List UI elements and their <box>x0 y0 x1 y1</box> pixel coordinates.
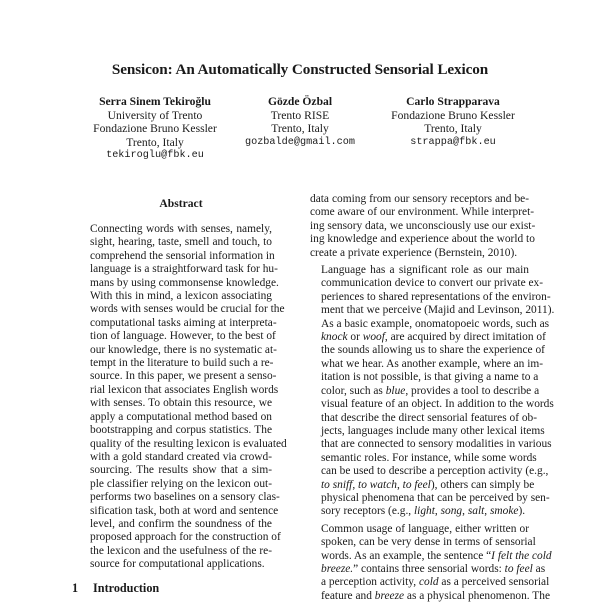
text-line: tempt in the literature to build such a re- <box>90 357 274 370</box>
author-affiliation: Trento, Italy <box>271 122 329 136</box>
author-affiliation: Trento, Italy <box>126 135 184 149</box>
text-line: source. In this paper, we present a senso- <box>90 370 277 383</box>
text-line: color, such as blue, provides a tool to describe a <box>321 384 540 397</box>
section-heading-introduction <box>72 581 159 596</box>
author-affiliation: Trento RISE <box>270 108 330 122</box>
text-line: physical phenomena that can be perceived by sen- <box>321 491 550 504</box>
text-line: with a gold standard created via crowd- <box>90 450 272 463</box>
text-line: sight, hearing, taste, smell and touch, to <box>90 236 272 249</box>
text-line: performs two baselines on a sensory clas- <box>90 491 280 504</box>
text-line: sory receptors (e.g., light, song, salt, smoke). <box>321 505 526 518</box>
text-line: words. As an example, the sentence “I felt the cold <box>321 549 552 562</box>
text-line: tion of language. However, to the best of <box>90 330 276 343</box>
text-line: Connecting words with senses, namely, <box>90 223 272 235</box>
text-line: Common usage of language, either written or <box>321 522 529 535</box>
author-block-2 <box>220 95 380 149</box>
text-line: feature and breeze as a physical phenomenon. The <box>321 589 551 602</box>
abstract-body <box>90 223 287 572</box>
section-number: 1 <box>72 581 79 595</box>
abstract-heading: Abstract <box>159 197 203 210</box>
abstract-paragraph <box>90 223 287 572</box>
author-name: Serra Sinem Tekiroğlu <box>99 95 211 108</box>
text-line: what we hear. As another example, where an im- <box>321 357 544 370</box>
text-line: with senses. To obtain this resource, we <box>90 397 272 410</box>
text-line: visual feature of an object. In addition to the words <box>321 398 554 411</box>
text-line: communication device to convert our private ex- <box>321 277 544 290</box>
author-email: gozbalde@gmail.com <box>244 136 356 148</box>
text-line: rial lexicon that associates English words <box>90 383 279 396</box>
text-line: apply a computational method based on <box>90 410 272 423</box>
author-affiliation: University of Trento <box>107 108 203 122</box>
text-line: sourcing. The results show that a sim- <box>90 464 272 477</box>
paper-title: Sensicon: An Automatically Constructed Sensorial Lexicon <box>111 61 489 78</box>
text-line: With this in mind, a lexicon associating <box>90 290 272 303</box>
text-line: jects, languages include many other lexical items <box>321 424 545 437</box>
text-line: spoken, can be very dense in terms of sensorial <box>321 536 536 549</box>
text-line: can be used to describe a perception activity (e.g., <box>321 465 549 478</box>
body-paragraph-2 <box>310 264 555 519</box>
text-line: a perception activity, cold as a perceived sensorial <box>321 576 550 589</box>
author-name: Gözde Özbal <box>267 95 333 108</box>
author-email: strappa@fbk.eu <box>410 136 496 148</box>
author-name: Carlo Strapparava <box>406 95 500 108</box>
text-line: computational tasks aiming at interpreta- <box>90 316 277 329</box>
text-line: to sniff, to watch, to feel), others can simply be <box>321 478 535 491</box>
author-affiliation: Trento, Italy <box>424 122 482 136</box>
text-line: quality of the resulting lexicon is evaluated <box>90 437 287 450</box>
author-email: tekiroglu@fbk.eu <box>106 150 204 162</box>
text-line: ment that we perceive (Majid and Levinson, 2011). <box>321 304 555 317</box>
body-paragraph-3 <box>310 522 552 603</box>
text-line: bootstrapping and corpus statistics. The <box>90 424 272 437</box>
author-block-3 <box>360 95 546 149</box>
author-affiliation: Fondazione Bruno Kessler <box>93 122 217 136</box>
text-line: source for computational applications. <box>90 558 265 571</box>
text-line: mans by using commonsense knowledge. <box>90 276 279 289</box>
text-line: breeze.” contains three sensorial words: to feel as <box>321 562 546 575</box>
text-line: data coming from our sensory receptors and be- <box>310 193 529 205</box>
body-paragraph-1 <box>310 193 536 260</box>
text-line: come aware of our environment. While interpret- <box>310 206 535 219</box>
text-line: our knowledge, there is no systematic at- <box>90 343 277 356</box>
text-line: language is a straightforward task for hu- <box>90 263 278 276</box>
text-line: knock or woof, are acquired by direct imitation of <box>321 331 546 344</box>
author-affiliation: Fondazione Bruno Kessler <box>391 108 515 122</box>
text-line: As a basic example, onomatopoeic words, such as <box>321 317 550 330</box>
text-line: sification task, both at word and sentence <box>90 504 279 517</box>
section-title: Introduction <box>93 581 160 595</box>
text-line: Language has a significant role as our main <box>321 264 529 277</box>
text-line: that describe the direct sensorial features of ob- <box>321 411 538 424</box>
text-line: create a private experience (Bernstein, 2010). <box>310 246 518 259</box>
text-line: ing sensory data, we unconsciously use our exist- <box>310 219 536 232</box>
text-line: periences to shared representations of the environ- <box>321 290 551 303</box>
text-line: words with senses would be crucial for the <box>90 303 285 316</box>
text-line: ing knowledge and experience about the world to <box>310 233 535 246</box>
text-line: semantic roles. For instance, while some words <box>321 451 537 464</box>
text-line: comprehend the sensorial information in <box>90 249 275 262</box>
text-line: itation is not possible, is that giving a name to a <box>321 371 539 384</box>
text-line: the sounds allowing us to share the experience of <box>321 344 545 357</box>
text-line: ple classifier relying on the lexicon out- <box>90 477 272 490</box>
text-line: proposed approach for the construction of <box>90 531 281 544</box>
text-line: the lexicon and the usefulness of the re- <box>90 544 272 557</box>
text-line: that are connected to sensory modalities in various <box>321 438 552 451</box>
text-line: level, and confirm the soundness of the <box>90 517 272 530</box>
right-column-body <box>310 193 555 603</box>
